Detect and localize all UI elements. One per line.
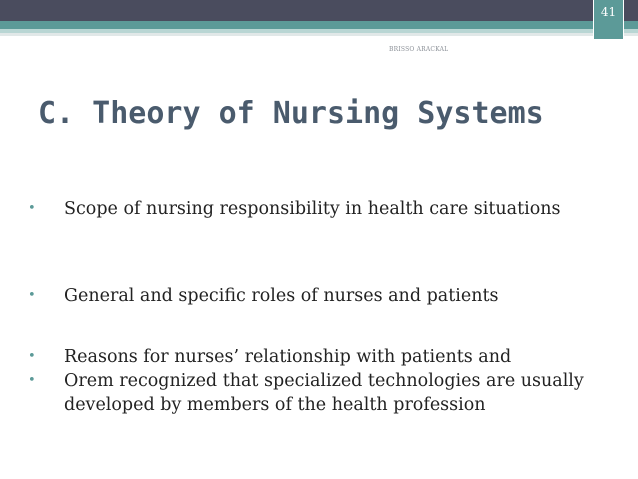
header-stripe-teal	[0, 21, 638, 29]
bullet-text: Reasons for nurses’ relationship with patients and	[64, 347, 512, 367]
bullet-item	[28, 284, 588, 308]
header-stripe-grey	[0, 33, 638, 36]
slide-title: C. Theory of Nursing Systems	[38, 96, 544, 131]
bullet-marker: •	[28, 373, 36, 388]
bullet-text: Orem recognized that specialized technologies are usually developed by members of the health profession	[64, 371, 584, 415]
header-band	[0, 0, 638, 21]
bullet-text: Scope of nursing responsibility in health care situations	[64, 199, 561, 219]
bullet-marker: •	[28, 349, 36, 364]
bullet-marker: •	[28, 288, 36, 303]
page-number: 41	[600, 5, 617, 19]
bullet-text: General and specific roles of nurses and patients	[64, 286, 499, 306]
bullet-item	[28, 197, 588, 221]
author-footer: BRISSO ARACKAL	[389, 46, 449, 53]
bullet-marker: •	[28, 201, 36, 216]
bullet-item	[28, 369, 588, 417]
bullet-item	[28, 345, 588, 369]
